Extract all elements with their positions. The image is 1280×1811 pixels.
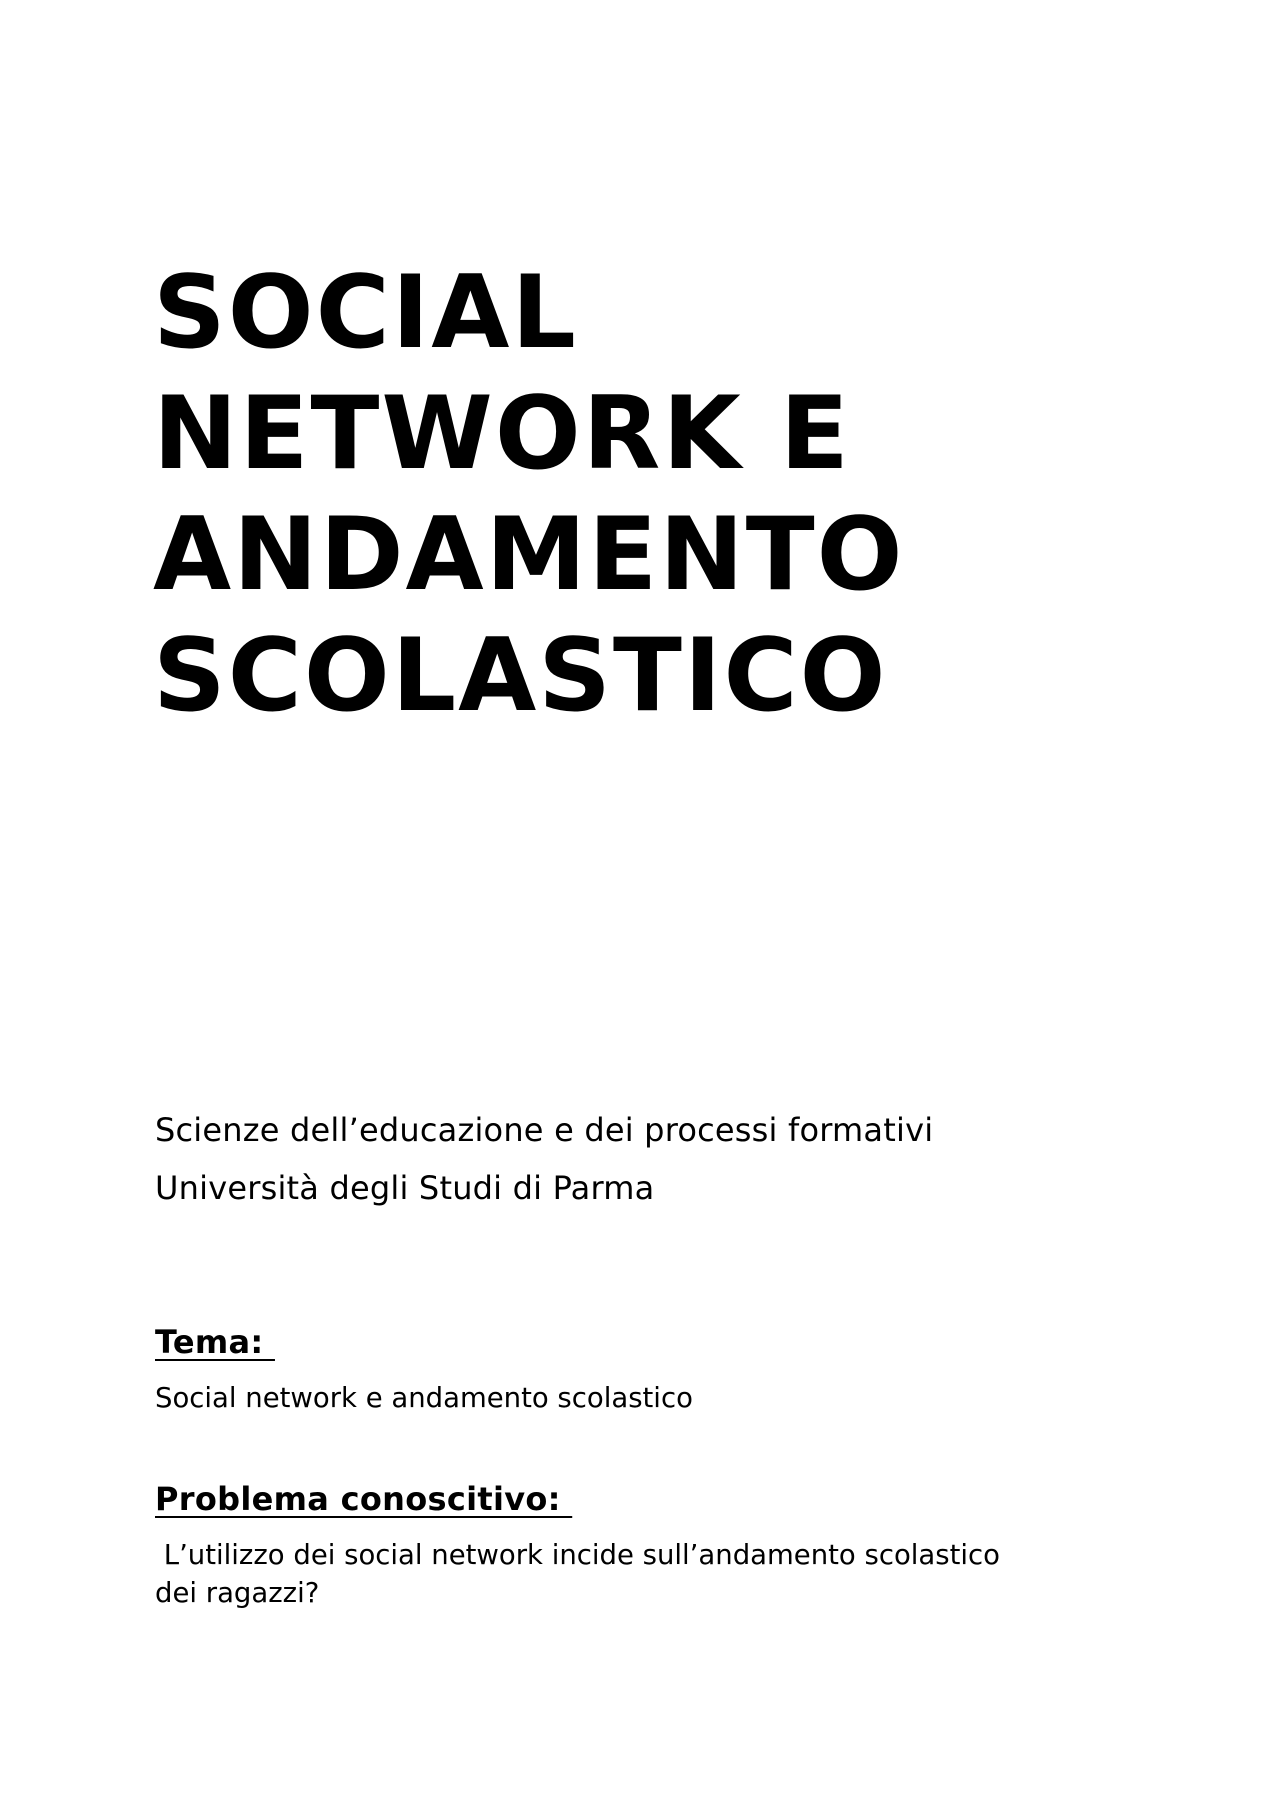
tema-text: Social network e andamento scolastico [155,1382,693,1414]
title-line: SCOLASTICO [153,616,888,734]
title-line: SOCIAL [153,253,578,371]
course-name: Scienze dell’educazione e dei processi formativi [155,1111,934,1149]
problema-text-line: dei ragazzi? [155,1577,320,1609]
title-line: NETWORK E [153,374,851,492]
problema-text-line: L’utilizzo dei social network incide sull’andamento scolastico [155,1539,1000,1571]
document-title [153,252,1153,736]
university-name: Università degli Studi di Parma [155,1169,655,1207]
problema-heading: Problema conoscitivo: [155,1480,573,1518]
tema-heading: Tema: [155,1323,275,1361]
title-line: ANDAMENTO [153,495,905,613]
